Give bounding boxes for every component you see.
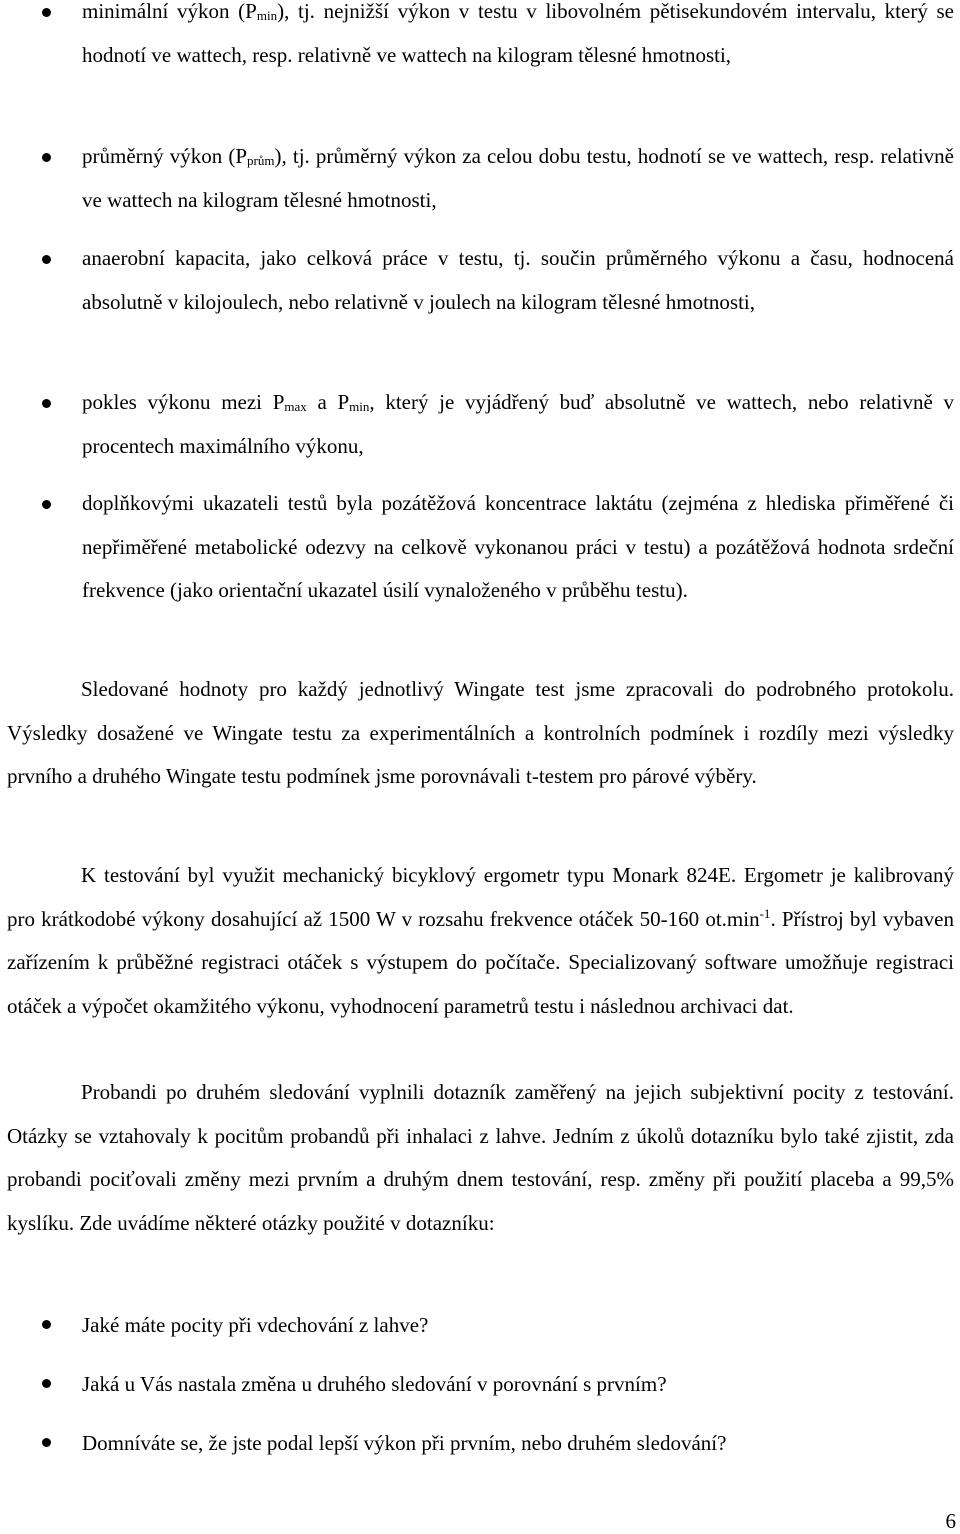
bullet-icon: [42, 255, 51, 264]
bullet-text: průměrný výkon (P: [82, 144, 248, 168]
bullet-icon: [42, 500, 51, 509]
bullet-text: , který je vyjádřený buď absolutně ve wattech, nebo relativně v procentech maximálního výkonu,: [82, 390, 954, 458]
paragraph-protocol: Sledované hodnoty pro každý jednotlivý Wingate test jsme zpracovali do podrobného protokolu. Výsledky dosažené ve Wingate testu za experimentálních a kontrolních podmínek i rozdíly mezi výsledky prvního a druhého Wingate testu podmínek jsme porovnávali t-testem pro párové výběry.: [7, 677, 954, 789]
page-number: 6: [945, 1509, 956, 1533]
question-item: Jaké máte pocity při vdechování z lahve?: [82, 1313, 429, 1337]
bullet-item-min-power: [82, 0, 954, 77]
paragraph-ergometer: [7, 854, 954, 1028]
bullet-text: pokles výkonu mezi P: [82, 390, 285, 414]
subscript: min: [349, 399, 370, 414]
paragraph-questionnaire: Probandi po druhém sledování vyplnili dotazník zaměřený na jejich subjektivní pocity z testování. Otázky se vztahovaly k pocitům probandů při inhalaci z lahve. Jedním z úkolů dotazníku bylo také zjistit, zda probandi pociťovali změny mezi prvním a druhým dnem testování, resp. změny při použití placeba a 99,5% kyslíku. Zde uvádíme některé otázky použité v dotazníku:: [7, 1080, 954, 1235]
bullet-icon: [42, 1379, 51, 1388]
question-item: Domníváte se, že jste podal lepší výkon při prvním, nebo druhém sledování?: [82, 1431, 727, 1455]
superscript: -1: [759, 905, 771, 921]
bullet-item-avg-power: [82, 135, 954, 222]
bullet-item-additional-indicators: doplňkovými ukazateli testů byla pozátěžová koncentrace laktátu (zejména z hlediska přiměřené či nepřiměřené metabolické odezvy na celkově vykonanou práci v testu) a pozátěžová hodnota srdeční frekvence (jako orientační ukazatel úsilí vynaloženého v průběhu testu).: [82, 491, 954, 603]
bullet-text: minimální výkon (P: [82, 0, 257, 23]
subscript: min: [256, 8, 278, 23]
bullet-icon: [42, 1320, 51, 1329]
paragraph-text: . Přístroj byl vybaven zařízením k průběžné registraci otáček s výstupem do počítače. Specializovaný software umožňuje registraci otáček a výpočet okamžitého výkonu, vyhodnocení parametrů testu i následnou archivaci dat.: [7, 906, 954, 1018]
bullet-item-anaerobic-capacity: anaerobní kapacita, jako celková práce v testu, tj. součin průměrného výkonu a času, hodnocená absolutně v kilojoulech, nebo relativně v joulech na kilogram tělesné hmotnosti,: [82, 246, 954, 314]
bullet-item-power-drop: [82, 381, 954, 468]
bullet-icon: [42, 1438, 51, 1447]
bullet-text: ), tj. nejnižší výkon v testu v libovolném pětisekundovém intervalu, který se hodnotí ve wattech, resp. relativně ve wattech na kilogram tělesné hmotnosti,: [82, 0, 955, 67]
bullet-text: ), tj. průměrný výkon za celou dobu testu, hodnotí se ve wattech, resp. relativně ve wattech na kilogram tělesné hmotnosti,: [82, 144, 954, 212]
bullet-icon: [42, 8, 51, 17]
subscript: max: [284, 399, 307, 414]
bullet-icon: [42, 399, 51, 408]
paragraph-text: K testování byl využit mechanický bicyklový ergometr typu Monark 824E. Ergometr je kalibrovaný pro krátkodobé výkony dosahující až 1500 W v rozsahu frekvence otáček 50-160 ot.min: [7, 863, 954, 931]
bullet-text: a P: [306, 390, 350, 414]
subscript: prům: [247, 153, 275, 168]
bullet-icon: [42, 153, 51, 162]
question-item: Jaká u Vás nastala změna u druhého sledování v porovnání s prvním?: [82, 1372, 667, 1396]
